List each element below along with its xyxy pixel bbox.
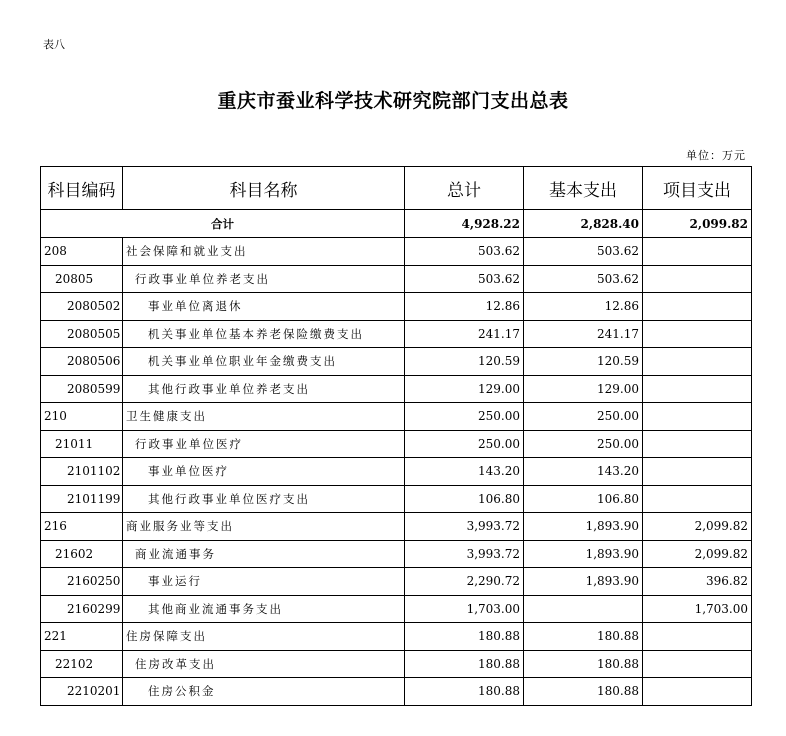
total-amount-cell: 180.88 [405, 650, 524, 678]
total-amount-cell: 1,703.00 [405, 595, 524, 623]
total-amount-cell: 180.88 [405, 678, 524, 706]
subject-name-cell: 其他商业流通事务支出 [123, 595, 405, 623]
subject-code-cell: 2101102 [41, 458, 123, 486]
expenditure-table [40, 166, 752, 706]
total-basic-cell: 2,828.40 [524, 210, 643, 238]
subject-name-cell: 住房保障支出 [123, 623, 405, 651]
basic-expenditure-cell: 503.62 [524, 265, 643, 293]
subject-code-cell: 2080506 [41, 348, 123, 376]
subject-code-cell: 216 [41, 513, 123, 541]
table-row [41, 320, 752, 348]
table-row [41, 238, 752, 266]
total-cell: 4,928.22 [405, 210, 524, 238]
column-header-project: 项目支出 [643, 167, 752, 210]
project-expenditure-cell [643, 403, 752, 431]
column-header-code: 科目编码 [41, 167, 123, 210]
basic-expenditure-cell: 503.62 [524, 238, 643, 266]
table-row [41, 485, 752, 513]
total-amount-cell: 2,290.72 [405, 568, 524, 596]
subject-name-cell: 住房公积金 [123, 678, 405, 706]
subject-code-cell: 208 [41, 238, 123, 266]
total-amount-cell: 503.62 [405, 265, 524, 293]
basic-expenditure-cell: 180.88 [524, 623, 643, 651]
basic-expenditure-cell: 180.88 [524, 650, 643, 678]
basic-expenditure-cell: 120.59 [524, 348, 643, 376]
subject-name-cell: 机关事业单位职业年金缴费支出 [123, 348, 405, 376]
table-row [41, 430, 752, 458]
table-row [41, 458, 752, 486]
total-amount-cell: 3,993.72 [405, 513, 524, 541]
project-expenditure-cell [643, 485, 752, 513]
subject-code-cell: 2210201 [41, 678, 123, 706]
table-row [41, 540, 752, 568]
total-label: 合计 [41, 210, 405, 238]
table-row [41, 375, 752, 403]
project-expenditure-cell [643, 678, 752, 706]
basic-expenditure-cell: 143.20 [524, 458, 643, 486]
project-expenditure-cell [643, 238, 752, 266]
project-expenditure-cell [643, 430, 752, 458]
project-expenditure-cell: 2,099.82 [643, 513, 752, 541]
basic-expenditure-cell [524, 595, 643, 623]
total-amount-cell: 143.20 [405, 458, 524, 486]
total-amount-cell: 503.62 [405, 238, 524, 266]
basic-expenditure-cell: 250.00 [524, 403, 643, 431]
subject-name-cell: 卫生健康支出 [123, 403, 405, 431]
basic-expenditure-cell: 180.88 [524, 678, 643, 706]
subject-code-cell: 2160250 [41, 568, 123, 596]
total-project-cell: 2,099.82 [643, 210, 752, 238]
project-expenditure-cell [643, 293, 752, 321]
table-row [41, 595, 752, 623]
table-row [41, 403, 752, 431]
subject-code-cell: 2080502 [41, 293, 123, 321]
total-row [41, 210, 752, 238]
total-amount-cell: 180.88 [405, 623, 524, 651]
subject-name-cell: 其他行政事业单位养老支出 [123, 375, 405, 403]
total-amount-cell: 241.17 [405, 320, 524, 348]
total-amount-cell: 250.00 [405, 430, 524, 458]
unit-label: 单位：万元 [686, 149, 746, 162]
table-number-label: 表八 [43, 38, 65, 51]
project-expenditure-cell [643, 458, 752, 486]
subject-code-cell: 2160299 [41, 595, 123, 623]
subject-code-cell: 2080505 [41, 320, 123, 348]
project-expenditure-cell: 396.82 [643, 568, 752, 596]
table-row [41, 513, 752, 541]
subject-name-cell: 事业单位离退休 [123, 293, 405, 321]
subject-name-cell: 行政事业单位医疗 [123, 430, 405, 458]
subject-code-cell: 221 [41, 623, 123, 651]
column-header-name: 科目名称 [123, 167, 405, 210]
basic-expenditure-cell: 1,893.90 [524, 513, 643, 541]
total-amount-cell: 250.00 [405, 403, 524, 431]
subject-code-cell: 210 [41, 403, 123, 431]
basic-expenditure-cell: 241.17 [524, 320, 643, 348]
table-row [41, 623, 752, 651]
project-expenditure-cell [643, 375, 752, 403]
project-expenditure-cell [643, 320, 752, 348]
basic-expenditure-cell: 1,893.90 [524, 540, 643, 568]
total-amount-cell: 106.80 [405, 485, 524, 513]
total-amount-cell: 3,993.72 [405, 540, 524, 568]
table-row [41, 678, 752, 706]
column-header-total: 总计 [405, 167, 524, 210]
basic-expenditure-cell: 12.86 [524, 293, 643, 321]
table-row [41, 348, 752, 376]
subject-code-cell: 21011 [41, 430, 123, 458]
total-amount-cell: 129.00 [405, 375, 524, 403]
table-header-row [41, 167, 752, 210]
subject-code-cell: 21602 [41, 540, 123, 568]
basic-expenditure-cell: 129.00 [524, 375, 643, 403]
subject-name-cell: 住房改革支出 [123, 650, 405, 678]
project-expenditure-cell [643, 348, 752, 376]
basic-expenditure-cell: 250.00 [524, 430, 643, 458]
project-expenditure-cell [643, 623, 752, 651]
subject-name-cell: 商业流通事务 [123, 540, 405, 568]
subject-name-cell: 其他行政事业单位医疗支出 [123, 485, 405, 513]
subject-name-cell: 商业服务业等支出 [123, 513, 405, 541]
total-amount-cell: 120.59 [405, 348, 524, 376]
project-expenditure-cell [643, 265, 752, 293]
total-amount-cell: 12.86 [405, 293, 524, 321]
subject-name-cell: 机关事业单位基本养老保险缴费支出 [123, 320, 405, 348]
subject-name-cell: 行政事业单位养老支出 [123, 265, 405, 293]
table-row [41, 568, 752, 596]
subject-name-cell: 事业运行 [123, 568, 405, 596]
table-row [41, 265, 752, 293]
page-title: 重庆市蚕业科学技术研究院部门支出总表 [217, 90, 569, 112]
subject-code-cell: 2101199 [41, 485, 123, 513]
subject-code-cell: 20805 [41, 265, 123, 293]
subject-name-cell: 事业单位医疗 [123, 458, 405, 486]
column-header-basic: 基本支出 [524, 167, 643, 210]
project-expenditure-cell [643, 650, 752, 678]
table-row [41, 293, 752, 321]
basic-expenditure-cell: 106.80 [524, 485, 643, 513]
project-expenditure-cell: 2,099.82 [643, 540, 752, 568]
subject-name-cell: 社会保障和就业支出 [123, 238, 405, 266]
subject-code-cell: 22102 [41, 650, 123, 678]
table-row [41, 650, 752, 678]
project-expenditure-cell: 1,703.00 [643, 595, 752, 623]
basic-expenditure-cell: 1,893.90 [524, 568, 643, 596]
subject-code-cell: 2080599 [41, 375, 123, 403]
